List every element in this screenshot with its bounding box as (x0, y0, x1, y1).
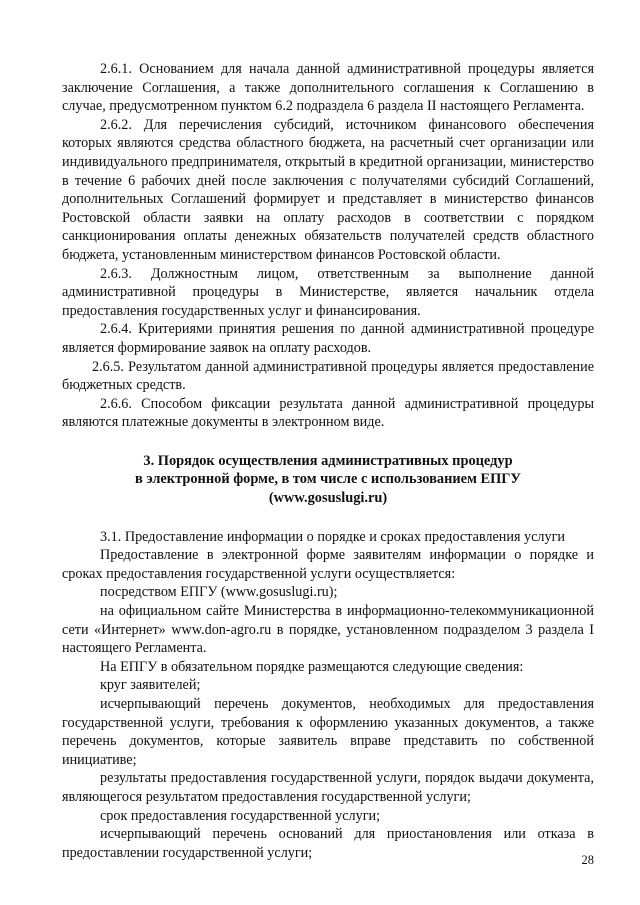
section-heading (62, 452, 594, 508)
paragraph-documents-list: исчерпывающий перечень документов, необходимых для предоставления государственной услуги, требования к оформлению указанных документов, а также перечень документов, которые заявитель вправе представить по собственной инициативе; (62, 696, 594, 768)
paragraph-3-1: 3.1. Предоставление информации о порядке и сроках предоставления услуги (100, 528, 566, 545)
paragraph-epgu: посредством ЕПГУ (www.gosuslugi.ru); (100, 584, 338, 601)
paragraph-2-6-4: 2.6.4. Критериями принятия решения по данной административной процедуре является формирование заявок на оплату расходов. (62, 321, 594, 356)
spacer (62, 432, 594, 452)
paragraph-official-site: на официальном сайте Министерства в информационно-телекоммуникационной сети «Интернет» www.don-agro.ru в порядке, установленном подразделом 3 раздела I настоящего Регламента. (62, 603, 594, 657)
paragraph-term: срок предоставления государственной услуги; (100, 807, 381, 824)
paragraph-2-6-6: 2.6.6. Способом фиксации результата данной административной процедуры являются платежные документы в электронном виде. (62, 395, 594, 431)
paragraph-refusal-grounds: исчерпывающий перечень оснований для приостановления или отказа в предоставлении государственной услуги; (62, 826, 594, 861)
paragraph-applicants: круг заявителей; (100, 677, 201, 694)
section-heading-line-3: (www.gosuslugi.ru) (268, 490, 388, 507)
paragraph-info-provision: Предоставление в электронной форме заявителям информации о порядке и сроках предоставления государственной услуги осуществляется: (62, 547, 594, 582)
paragraph-2-6-1: 2.6.1. Основанием для начала данной административной процедуры является заключение Соглашения, а также дополнительного соглашения к Соглашению в случае, предусмотренном пунктом 6.2 подраздела 6 раздела II настоящего Регламента. (62, 61, 594, 115)
paragraph-results: результаты предоставления государственной услуги, порядок выдачи документа, являющегося результатом предоставления государственной услуги; (62, 770, 594, 805)
document-body (62, 60, 594, 862)
paragraph-2-6-2: 2.6.2. Для перечисления субсидий, источником финансового обеспечения которых являются средства областного бюджета, на расчетный счет организации или индивидуального предпринимателя, открытый в кредитной организации, министерство в течение 6 рабочих дней после заключения с получателями субсидий Соглашений, дополнительных Соглашений формирует и представляет в министерство финансов Ростовской области заявки на оплату расходов в соответствии с порядком санкционирования оплаты денежных обязательств получателей средств областного бюджета, установленным министерством финансов Ростовской области. (62, 116, 594, 263)
section-heading-line-1: 3. Порядок осуществления административных процедур (143, 452, 513, 469)
section-heading-line-2: в электронной форме, в том числе с использованием ЕПГУ (135, 471, 521, 488)
paragraph-epgu-mandatory: На ЕПГУ в обязательном порядке размещаются следующие сведения: (100, 658, 524, 675)
paragraph-2-6-3: 2.6.3. Должностным лицом, ответственным за выполнение данной административной процедуры в Министерстве, является начальник отдела предоставления государственных услуг и финансирования. (62, 265, 594, 319)
page-number: 28 (581, 853, 594, 867)
spacer (62, 508, 594, 528)
paragraph-2-6-5: 2.6.5. Результатом данной административной процедуры является предоставление бюджетных средств. (62, 358, 594, 394)
